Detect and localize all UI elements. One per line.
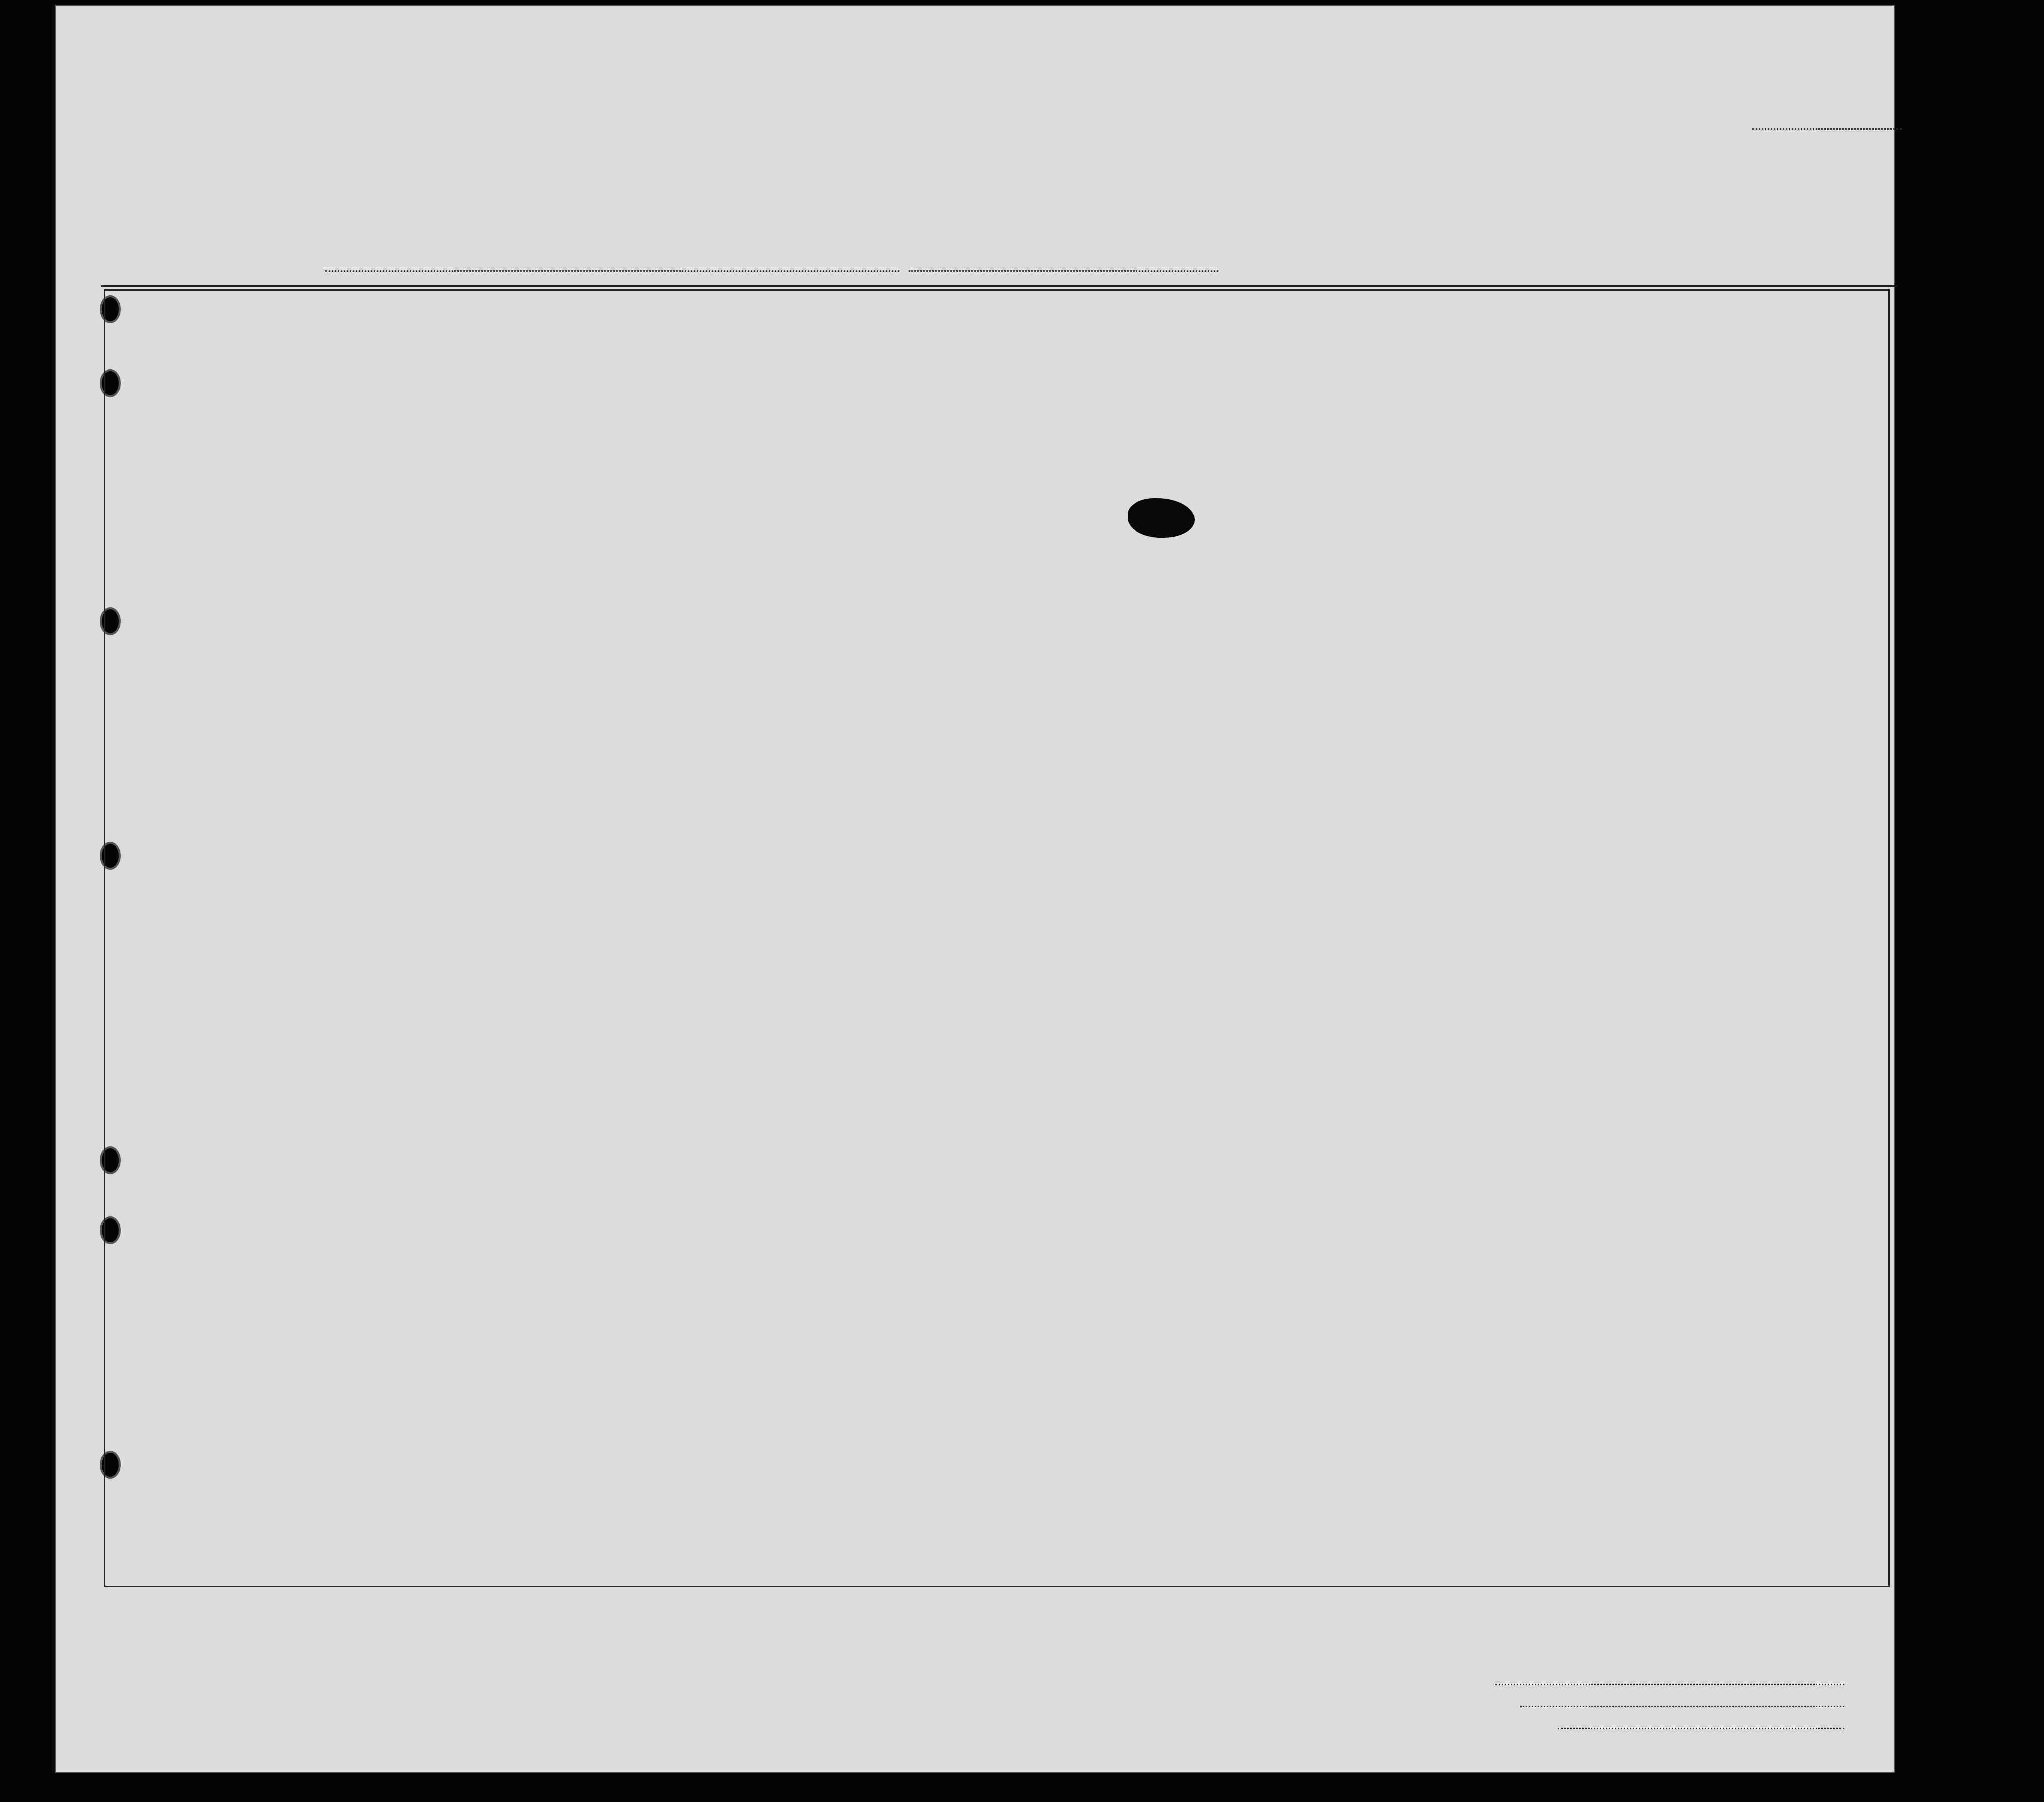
manifest-sheet — [55, 5, 1895, 1773]
list-dotline — [1752, 128, 1902, 130]
owners-dotline — [1520, 1706, 1844, 1707]
agents-dotline — [1558, 1728, 1844, 1729]
manifest-table — [104, 289, 1890, 1587]
line-dotline — [1495, 1684, 1844, 1685]
date-dotline — [909, 270, 1218, 272]
port-dotline — [325, 270, 899, 272]
header-rule — [101, 285, 1897, 287]
